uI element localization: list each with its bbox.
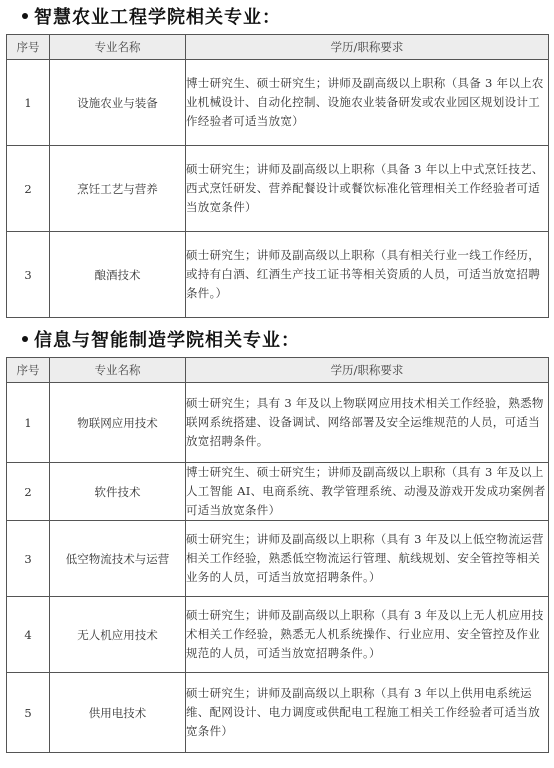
row-req: 博士研究生、硕士研究生；讲师及副高级以上职称（具有 3 年及以上人工智能 AI、电商系统、教学管理系统、动漫及游戏开发成功案例者可适当放宽条件） xyxy=(186,463,549,521)
header-num: 序号 xyxy=(7,358,50,383)
row-req: 硕士研究生；讲师及副高级以上职称（具有 3 年及以上无人机应用技术相关工作经验，熟悉无人机系统操作、行业应用、安全管控及作业规范的人员，可适当放宽招聘条件。） xyxy=(186,597,549,673)
bullet-icon xyxy=(22,336,28,342)
table-row xyxy=(7,146,549,232)
header-name: 专业名称 xyxy=(50,358,186,383)
row-num: 1 xyxy=(7,383,50,463)
row-name: 物联网应用技术 xyxy=(50,383,186,463)
table-row xyxy=(7,383,549,463)
major-table-information xyxy=(6,357,549,753)
row-name: 设施农业与装备 xyxy=(50,60,186,146)
row-req: 硕士研究生；讲师及副高级以上职称（具备 3 年以上中式烹饪技艺、西式烹饪研发、营养配餐设计或餐饮标准化管理相关工作经验者可适当放宽条件） xyxy=(186,146,549,232)
row-num: 3 xyxy=(7,521,50,597)
row-req: 硕士研究生；讲师及副高级以上职称（具有相关行业一线工作经历，或持有白酒、红酒生产技工证书等相关资质的人员，可适当放宽招聘条件。） xyxy=(186,232,549,318)
row-name: 酿酒技术 xyxy=(50,232,186,318)
row-num: 2 xyxy=(7,463,50,521)
row-name: 低空物流技术与运营 xyxy=(50,521,186,597)
row-req: 博士研究生、硕士研究生；讲师及副高级以上职称（具备 3 年以上农业机械设计、自动化控制、设施农业装备研发或农业园区规划设计工作经验者可适当放宽） xyxy=(186,60,549,146)
row-name: 供用电技术 xyxy=(50,673,186,753)
section-heading-agriculture xyxy=(22,3,281,29)
row-num: 4 xyxy=(7,597,50,673)
row-req: 硕士研究生；讲师及副高级以上职称（具有 3 年及以上低空物流运营相关工作经验，熟悉低空物流运行管理、航线规划、安全管控等相关业务的人员，可适当放宽招聘条件。） xyxy=(186,521,549,597)
row-name: 软件技术 xyxy=(50,463,186,521)
table-row xyxy=(7,232,549,318)
table-header-row xyxy=(7,35,549,60)
row-name: 无人机应用技术 xyxy=(50,597,186,673)
table-header-row xyxy=(7,358,549,383)
header-req: 学历/职称要求 xyxy=(186,358,549,383)
table-row xyxy=(7,597,549,673)
table-row xyxy=(7,673,549,753)
table-row xyxy=(7,521,549,597)
header-name: 专业名称 xyxy=(50,35,186,60)
row-num: 2 xyxy=(7,146,50,232)
bullet-icon xyxy=(22,13,28,19)
section-title: 智慧农业工程学院相关专业： xyxy=(34,7,281,28)
row-num: 5 xyxy=(7,673,50,753)
row-req: 硕士研究生；具有 3 年及以上物联网应用技术相关工作经验，熟悉物联网系统搭建、设备调试、网络部署及安全运维规范的人员，可适当放宽招聘条件。 xyxy=(186,383,549,463)
section-heading-information xyxy=(22,326,300,352)
row-num: 1 xyxy=(7,60,50,146)
header-num: 序号 xyxy=(7,35,50,60)
row-req: 硕士研究生；讲师及副高级以上职称（具有 3 年以上供用电系统运维、配网设计、电力调度或供配电工程施工相关工作经验者可适当放宽条件） xyxy=(186,673,549,753)
section-title: 信息与智能制造学院相关专业： xyxy=(34,330,300,351)
row-num: 3 xyxy=(7,232,50,318)
table-row xyxy=(7,463,549,521)
table-row xyxy=(7,60,549,146)
row-name: 烹饪工艺与营养 xyxy=(50,146,186,232)
header-req: 学历/职称要求 xyxy=(186,35,549,60)
major-table-agriculture xyxy=(6,34,549,318)
